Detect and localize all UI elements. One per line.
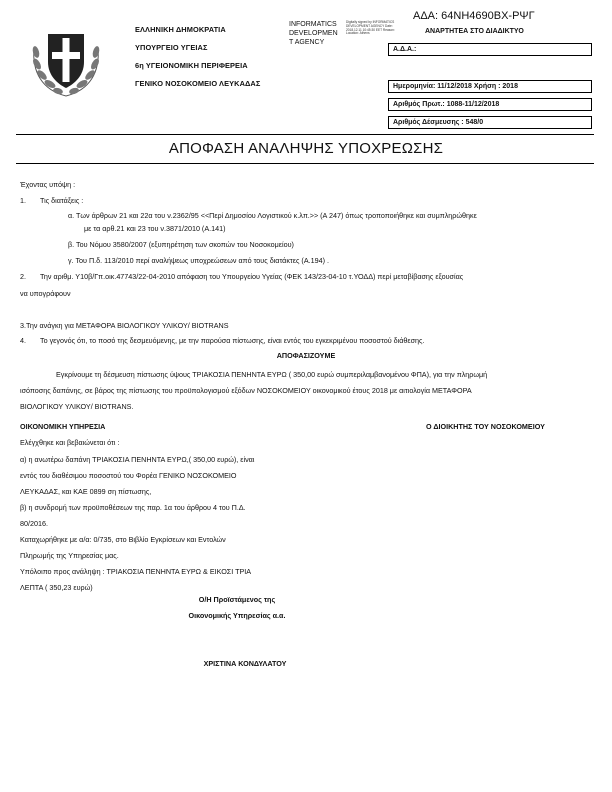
approval-line3: ΒΙΟΛΟΓΙΚΟΥ ΥΛΙΚΟΥ/ ΒΙΟTRANS. bbox=[20, 402, 134, 411]
greek-emblem-icon bbox=[24, 18, 108, 102]
econ-checked: Ελέγχθηκε και βεβαιώνεται ότι : bbox=[20, 438, 120, 447]
econ-b-line1: β) η συνδρομή των προϋποθέσεων της παρ. 1α του άρθρου 4 του Π.Δ. bbox=[20, 503, 246, 512]
digital-signature-name: INFORMATICS DEVELOPMEN T AGENCY bbox=[289, 21, 338, 46]
econ-a-line2: εντός του διαθέσιμου ποσοστού του Φορέα ΓΕΝΙΚΟ ΝΟΣΟΚΟΜΕΙΟ bbox=[20, 471, 237, 480]
decide-heading: ΑΠΟΦΑΣΙΖΟΥΜΕ bbox=[276, 351, 336, 360]
approval-line1: Εγκρίνουμε τη δέσμευση πίστωσης ύψους ΤΡΙΑΚΟΣΙΑ ΠΕΝΗΝΤΑ ΕΥΡΩ ( 350,00 ευρώ συμπεριλαμβανομένου ΦΠΑ), για την πληρωμή bbox=[56, 370, 488, 379]
clause-c-line: γ. Του Π.δ. 113/2010 περί αναλήψεως υποχρεώσεων από τους διατάκτες (Α.194) . bbox=[68, 256, 329, 265]
econ-signature-title2: Οικονομικής Υπηρεσίας α.α. bbox=[188, 611, 286, 620]
item-3-line: 3.Την ανάγκη για ΜΕΤΑΦΟΡΑ ΒΙΟΛΟΓΙΚΟΥ ΥΛΙΚΟΥ/ ΒΙΟTRANS bbox=[20, 321, 229, 330]
item-number-2: 2. bbox=[20, 272, 26, 281]
ada-box: Α.Δ.Α.: bbox=[388, 43, 592, 56]
title-bottom-rule bbox=[16, 163, 594, 164]
item-1-text: Τις διατάξεις : bbox=[40, 196, 84, 205]
posted-online-label: ΑΝΑΡΤΗΤΕΑ ΣΤΟ ΔΙΑΔΙΚΤΥΟ bbox=[425, 28, 524, 35]
econ-register-line2: Πληρωμής της Υπηρεσίας μας. bbox=[20, 551, 119, 560]
econ-signature-title1: Ο/Η Προϊστάμενος της bbox=[198, 595, 276, 604]
item-2-line1: Την αριθμ. Υ10β/Γπ.οικ.47743/22-04-2010 απόφαση του Υπουργείου Υγείας (ΦΕΚ 143/23-04-10 τ.ΥΟΔΔ) περί μεταβίβασης εξουσίας bbox=[40, 272, 464, 281]
header-line-ministry: ΥΠΟΥΡΓΕΙΟ ΥΓΕΙΑΣ bbox=[135, 43, 208, 52]
document-title: ΑΠΟΦΑΣΗ ΑΝΑΛΗΨΗΣ ΥΠΟΧΡΕΩΣΗΣ bbox=[168, 140, 444, 157]
title-top-rule bbox=[16, 134, 594, 135]
header-line-republic: ΕΛΛΗΝΙΚΗ ΔΗΜΟΚΡΑΤΙΑ bbox=[135, 25, 226, 34]
having-in-view: Έχοντας υπόψη : bbox=[20, 180, 76, 189]
clause-a-line2: με τα αρθ.21 και 23 του ν.3871/2010 (Α.141) bbox=[84, 224, 226, 233]
item-number-4: 4. bbox=[20, 336, 26, 345]
header-line-region: 6η ΥΓΕΙΟΝΟΜΙΚΗ ΠΕΡΙΦΕΡΕΙΑ bbox=[135, 61, 248, 70]
approval-line2: ισόποσης δαπάνης, σε βάρος της πίστωσης του προϋπολογισμού εξόδων ΝΟΣΟΚΟΜΕΙΟΥ οικονομικού έτους 2018 με αιτιολογία ΜΕΤΑΦΟΡΑ bbox=[20, 386, 472, 395]
econ-b-line2: 80/2016. bbox=[20, 519, 48, 528]
commitment-number-box: Αριθμός Δέσμευσης : 548/0 bbox=[388, 116, 592, 129]
econ-a-line1: α) η ανωτέρω δαπάνη ΤΡΙΑΚΟΣΙΑ ΠΕΝΗΝΤΑ ΕΥΡΩ,( 350,00 ευρώ), είναι bbox=[20, 455, 255, 464]
economic-service-heading: ΟΙΚΟΝΟΜΙΚΗ ΥΠΗΡΕΣΙΑ bbox=[20, 422, 106, 431]
item-4-text: Το γεγονός ότι, το ποσό της δεσμευόμενης, με την παρούσα πίστωσης, είναι εντός του εγκεκριμένου ποσοστού διάθεσης. bbox=[40, 336, 425, 345]
ada-number-top: ΑΔΑ: 64ΝΗ4690ΒΧ-ΡΨΓ bbox=[413, 10, 535, 22]
date-usage-box: Ημερομηνία: 11/12/2018 Χρήση : 2018 bbox=[388, 80, 592, 93]
director-heading: Ο ΔΙΟΙΚΗΤΗΣ ΤΟΥ ΝΟΣΟΚΟΜΕΙΟΥ bbox=[426, 422, 545, 431]
clause-a-line1: α. Των άρθρων 21 και 22α του ν.2362/95 <<Περί Δημοσίου Λογιστικού κ.λπ.>> (Α 247) όπως τροποποιήθηκε και συμπληρώθηκε bbox=[68, 211, 477, 220]
econ-register-line1: Καταχωρήθηκε με α/α: 0/735, στο Βιβλίο Εγκρίσεων και Εντολών bbox=[20, 535, 226, 544]
econ-a-line3: ΛΕΥΚΑΔΑΣ, και ΚΑΕ 0899 ση πίστωσης, bbox=[20, 487, 152, 496]
item-number-1: 1. bbox=[20, 196, 26, 205]
digital-signature-details: Digitally signed by INFORMATICS DEVELOPMENT AGENCY Date: 2018.12.11 10:45:30 EET Reason: Location: Athens bbox=[346, 20, 395, 36]
protocol-number-box: Αριθμός Πρωτ.: 1088-11/12/2018 bbox=[388, 98, 592, 111]
item-2-line2: να υπογράφουν bbox=[20, 289, 71, 298]
clause-b-line: β. Του Νόμου 3580/2007 (εξυπηρέτηση των σκοπών του Νοσοκομείου) bbox=[68, 240, 294, 249]
econ-remaining-line1: Υπόλοιπο προς ανάληψη : ΤΡΙΑΚΟΣΙΑ ΠΕΝΗΝΤΑ ΕΥΡΩ & ΕΙΚΟΣΙ ΤΡΙΑ bbox=[20, 567, 252, 576]
econ-signer-name: ΧΡΙΣΤΙΝΑ ΚΟΝΔΥΛΑΤΟΥ bbox=[203, 659, 287, 668]
header-line-hospital: ΓΕΝΙΚΟ ΝΟΣΟΚΟΜΕΙΟ ΛΕΥΚΑΔΑΣ bbox=[135, 79, 261, 88]
econ-remaining-line2: ΛΕΠΤΑ ( 350,23 ευρώ) bbox=[20, 583, 93, 592]
